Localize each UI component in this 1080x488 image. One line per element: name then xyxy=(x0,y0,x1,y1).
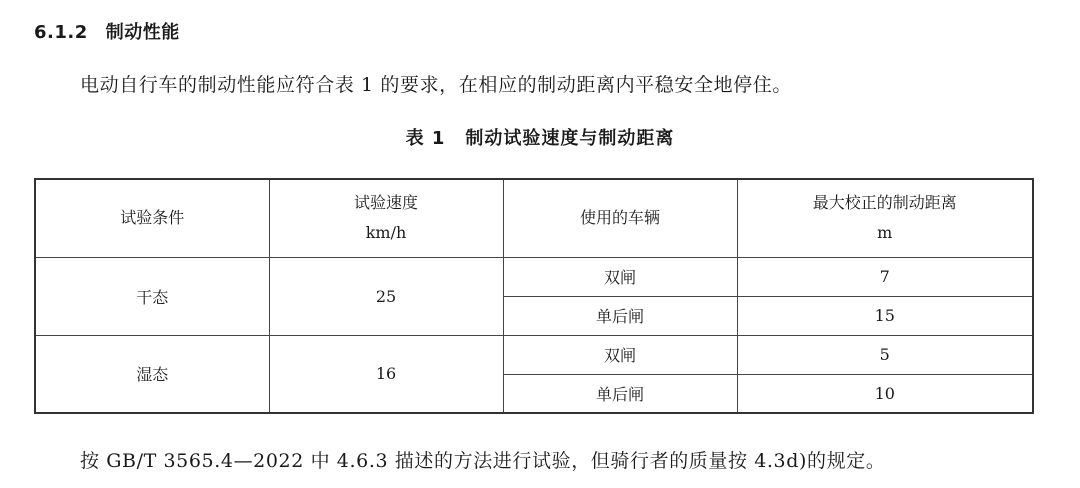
header-distance-unit: m xyxy=(877,223,893,243)
header-speed-unit: km/h xyxy=(365,223,407,243)
cell-condition: 干态 xyxy=(35,257,269,335)
section-title: 制动性能 xyxy=(105,22,180,43)
cell-distance: 10 xyxy=(737,374,1033,413)
header-distance-label: 最大校正的制动距离 xyxy=(812,193,957,213)
cell-speed: 25 xyxy=(269,257,503,335)
section-heading xyxy=(34,18,180,44)
test-method-note: 按 GB/T 3565.4—2022 中 4.6.3 描述的方法进行试验，但骑行者的质量按 4.3d)的规定。 xyxy=(80,450,886,472)
cell-distance: 5 xyxy=(737,335,1033,374)
cell-vehicle: 单后闸 xyxy=(503,374,737,413)
table-row xyxy=(35,335,1033,374)
cell-vehicle: 双闸 xyxy=(503,257,737,296)
cell-speed: 16 xyxy=(269,335,503,413)
braking-spec-table xyxy=(34,178,1034,414)
cell-distance: 15 xyxy=(737,296,1033,335)
header-speed-label: 试验速度 xyxy=(353,193,418,213)
table-header-row xyxy=(35,179,1033,257)
cell-vehicle: 双闸 xyxy=(503,335,737,374)
header-vehicle: 使用的车辆 xyxy=(503,179,737,257)
table-row xyxy=(35,257,1033,296)
header-speed xyxy=(269,179,503,257)
table-caption-number: 表 1 xyxy=(405,128,446,149)
header-distance xyxy=(737,179,1033,257)
section-number: 6.1.2 xyxy=(34,22,88,43)
table-caption-title: 制动试验速度与制动距离 xyxy=(465,128,675,149)
cell-vehicle: 单后闸 xyxy=(503,296,737,335)
intro-paragraph: 电动自行车的制动性能应符合表 1 的要求，在相应的制动距离内平稳安全地停住。 xyxy=(80,74,792,96)
table-caption xyxy=(0,124,1080,150)
header-condition: 试验条件 xyxy=(35,179,269,257)
cell-condition: 湿态 xyxy=(35,335,269,413)
cell-distance: 7 xyxy=(737,257,1033,296)
